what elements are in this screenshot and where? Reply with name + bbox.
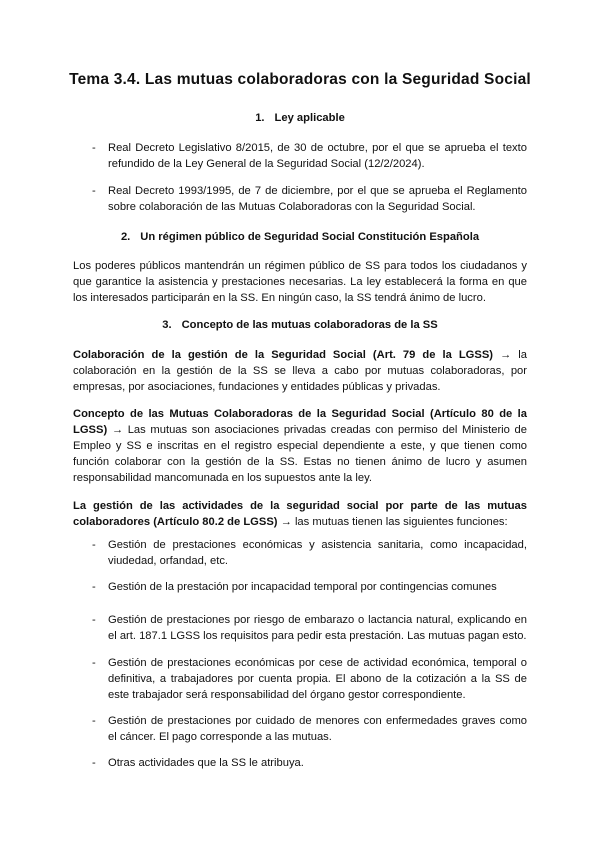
list-item	[92, 612, 527, 644]
page-title: Tema 3.4. Las mutuas colaboradoras con la Seguridad Social	[69, 71, 531, 88]
section-number: 1.	[255, 112, 265, 124]
section-title: Un régimen público de Seguridad Social Constitución Española	[140, 231, 480, 243]
list-item	[92, 655, 527, 703]
section-number: 3.	[162, 319, 172, 331]
bullet-dash: -	[92, 715, 96, 727]
bullet-dash: -	[92, 657, 96, 669]
list-item	[92, 537, 527, 569]
list-item	[92, 183, 527, 215]
bullet-dash: -	[92, 581, 96, 593]
list-item	[92, 140, 527, 172]
list-item-text: Real Decreto 1993/1995, de 7 de diciembre, por el que se aprueba el Reglamento sobre colaboración de las Mutuas Colaboradoras con la Seguridad Social.	[108, 185, 527, 213]
paragraph-lead: Colaboración de la gestión de la Seguridad Social (Art. 79 de la LGSS)	[73, 349, 494, 361]
bullet-dash: -	[92, 539, 96, 551]
section-title: Concepto de las mutuas colaboradoras de la SS	[181, 319, 438, 331]
bullet-dash: -	[92, 614, 96, 626]
list-item-text: Real Decreto Legislativo 8/2015, de 30 de octubre, por el que se aprueba el texto refundido de la Ley General de la Seguridad Social (12/2/2024).	[108, 142, 527, 170]
section-heading-2	[0, 229, 600, 245]
section-title: Ley aplicable	[274, 112, 345, 124]
list-item-text: Gestión de prestaciones económicas y asistencia sanitaria, como incapacidad, viudedad, orfandad, etc.	[108, 539, 527, 567]
section-number: 2.	[120, 231, 131, 243]
list-item-text: Otras actividades que la SS le atribuya.	[108, 757, 304, 769]
list-item-text: Gestión de prestaciones económicas por cese de actividad económica, temporal o definitiva, a trabajadores por cuenta propia. El abono de la cotización a la SS de este trabajador será responsabilidad del órgano gestor correspondiente.	[108, 657, 527, 701]
paragraph-lead: La gestión de las actividades de la seguridad social por parte de las mutuas colaboradores (Artículo 80.2 de LGSS)	[73, 500, 527, 528]
list-item-text: Gestión de la prestación por incapacidad temporal por contingencias comunes	[108, 581, 497, 593]
paragraph-text: → las mutuas tienen las siguientes funciones:	[277, 516, 508, 528]
list-item	[92, 713, 527, 745]
list-item-text: Gestión de prestaciones por cuidado de menores con enfermedades graves como el cáncer. El pago corresponde a las mutuas.	[108, 715, 527, 743]
bullet-dash: -	[92, 142, 96, 154]
list-item	[92, 755, 527, 771]
paragraph-text: → la colaboración en la gestión de la SS se lleva a cabo por mutuas colaboradoras, por empresas, por asociaciones, fundaciones y entidades públicas y privadas.	[73, 349, 527, 393]
paragraph: Los poderes públicos mantendrán un régimen público de SS para todos los ciudadanos y que garantice la asistencia y prestaciones necesarias. La ley establecerá la forma en que los interesados participarán en la SS. En ningún caso, la SS tendrá ánimo de lucro.	[73, 260, 527, 304]
bullet-dash: -	[92, 185, 96, 197]
list-item	[92, 579, 527, 595]
paragraph	[73, 498, 527, 530]
paragraph	[73, 406, 527, 486]
section-heading-3	[0, 317, 600, 333]
paragraph-text: → Las mutuas son asociaciones privadas creadas con permiso del Ministerio de Empleo y SS e inscritas en el registro especial dependiente a este, y que tienen como función colaborar con la gestión de la SS. Estas no tienen ánimo de lucro y asumen responsabilidad mancomunada en los supuestos ante la ley.	[73, 424, 527, 484]
paragraph	[73, 347, 527, 395]
section-heading-1	[0, 110, 600, 126]
paragraph-lead: Concepto de las Mutuas Colaboradoras de la Seguridad Social (Artículo 80 de la LGSS)	[73, 408, 527, 436]
bullet-dash: -	[92, 757, 96, 769]
list-item-text: Gestión de prestaciones por riesgo de embarazo o lactancia natural, explicando en el art. 187.1 LGSS los requisitos para pedir esta prestación. Las mutuas pagan esto.	[108, 614, 527, 642]
